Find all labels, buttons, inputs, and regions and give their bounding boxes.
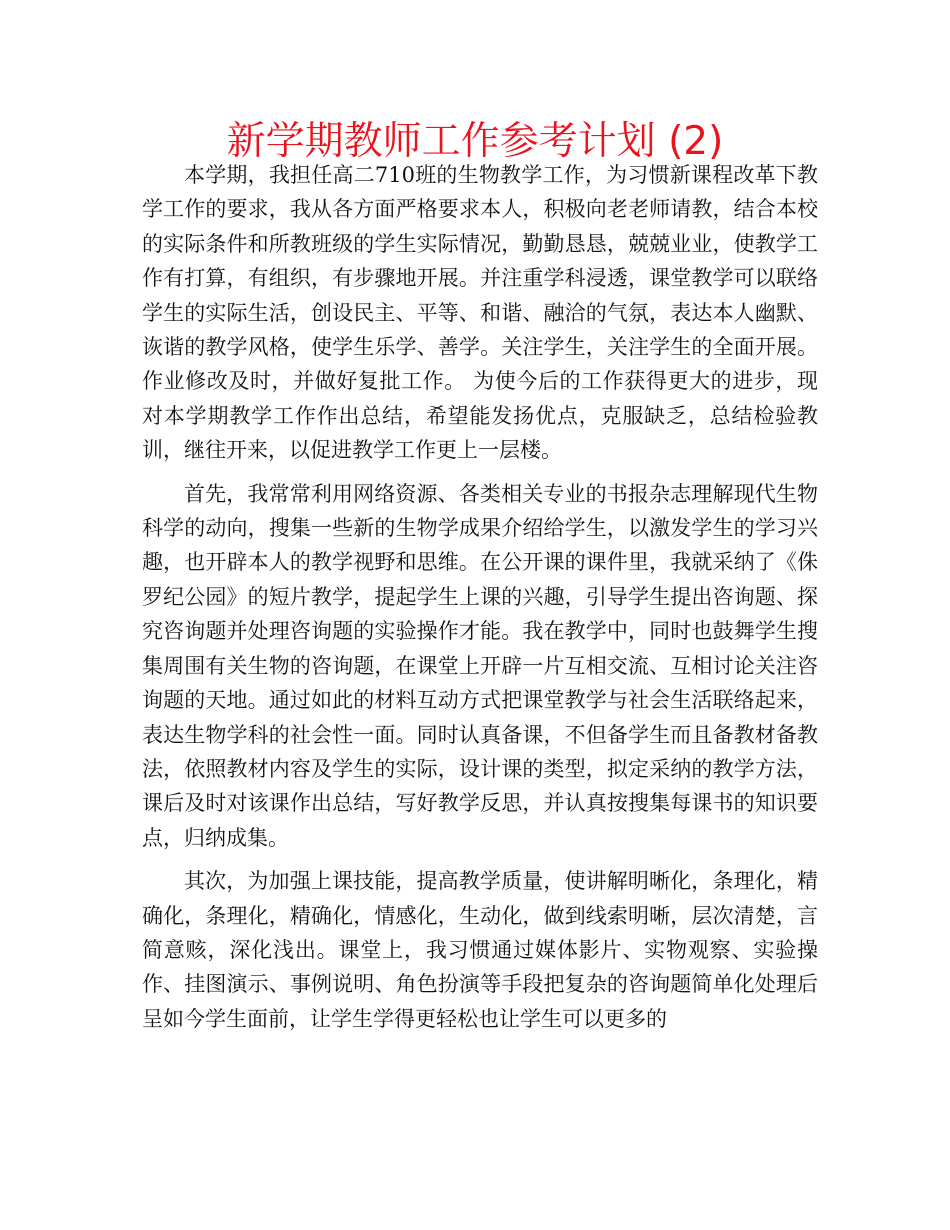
document-title: 新学期教师工作参考计划 (2) xyxy=(226,119,724,164)
paragraph-3: 其次，为加强上课技能，提高教学质量，使讲解明晰化，条理化，精确化，条理化，精确化，情感化，生动化，做到线索明晰，层次清楚，言简意赅，深化浅出。课堂上，我习惯通过媒体影片、实物观察、实验操作、挂图演示、事例说明、角色扮演等手段把复杂的咨询题简单化处理后呈如今学生面前，让学生学得更轻松也让学生可以更多的 xyxy=(142,869,818,1031)
paragraph-1: 本学期，我担任高二710班的生物教学工作，为习惯新课程改革下教学工作的要求，我从各方面严格要求本人，积极向老老师请教，结合本校的实际条件和所教班级的学生实际情况，勤勤恳恳，兢兢业业，使教学工作有打算，有组织，有步骤地开展。并注重学科浸透，课堂教学可以联络学生的实际生活，创设民主、平等、和谐、融洽的气氛，表达本人幽默、诙谐的教学风格，使学生乐学、善学。关注学生，关注学生的全面开展。作业修改及时，并做好复批工作。 为使今后的工作获得更大的进步，现对本学期教学工作作出总结，希望能发扬优点，克服缺乏，总结检验教训，继往开来，以促进教学工作更上一层楼。 xyxy=(142,163,818,463)
paragraph-2: 首先，我常常利用网络资源、各类相关专业的书报杂志理解现代生物科学的动向，搜集一些新的生物学成果介绍给学生，以激发学生的学习兴趣，也开辟本人的教学视野和思维。在公开课的课件里，我就采纳了《侏罗纪公园》的短片教学，提起学生上课的兴趣，引导学生提出咨询题、探究咨询题并处理咨询题的实验操作才能。我在教学中，同时也鼓舞学生搜集周围有关生物的咨询题，在课堂上开辟一片互相交流、互相讨论关注咨询题的天地。通过如此的材料互动方式把课堂教学与社会生活联络起来，表达生物学科的社会性一面。同时认真备课，不但备学生而且备教材备教法，依照教材内容及学生的实际，设计课的类型，拟定采纳的教学方法，课后及时对该课作出总结，写好教学反思，并认真按搜集每课书的知识要点，归纳成集。 xyxy=(142,481,818,850)
document-body xyxy=(142,158,818,1045)
